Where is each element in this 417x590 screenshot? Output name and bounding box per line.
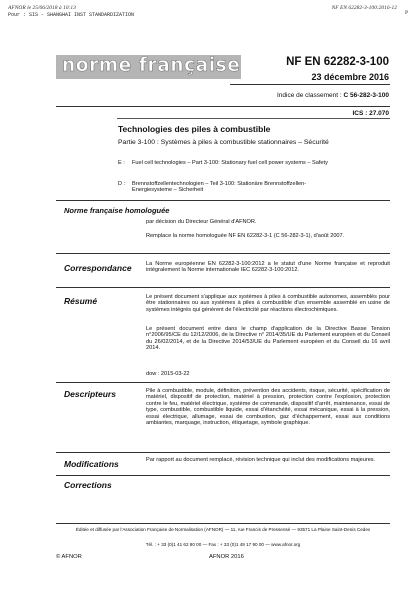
download-timestamp: AFNOR le 25/06/2018 à 10:13 bbox=[8, 5, 76, 11]
descripteurs-rule bbox=[56, 382, 390, 383]
document-date: 23 décembre 2016 bbox=[311, 72, 389, 82]
resume-dow: dow : 2015-03-22 bbox=[146, 371, 190, 377]
page-marker: P bbox=[404, 10, 408, 16]
classification-index bbox=[277, 92, 389, 99]
correspondance-text: La Norme européenne EN 62282-3-100:2012 a le statut d'une Norme française et reproduit intégralement la Norme internationale IEC 62282-3-100:2012. bbox=[146, 261, 390, 274]
resume-scope: Le présent document s'applique aux systèmes à piles à combustible autonomes, assemblés pour être stationnaires ou aux systèmes à piles à combustible d'un ensemble assemblé en usine de systèmes intégrés qui génèrent de l'électricité par réactions électrochimiques. bbox=[146, 294, 390, 313]
document-number: NF EN 62282-3-100 bbox=[286, 56, 389, 68]
homologuee-heading: Norme française homologuée bbox=[64, 206, 170, 215]
publication-year: AFNOR 2016 bbox=[209, 554, 244, 560]
footer-rule bbox=[56, 523, 390, 524]
english-title: Fuel cell technologies – Part 3-100: Stationary fuel cell power systems – Safety bbox=[132, 160, 328, 166]
publisher-info: Éditée et diffusée par l'Association Française de Normalisation (AFNOR) — 11, rue Francis de Pressensé — 93571 La Plaine Saint-Denis Cedex bbox=[75, 527, 371, 532]
document-part-title: Partie 3-100 : Systèmes à piles à combustible stationnaires – Sécurité bbox=[118, 139, 329, 146]
german-title: Brennstoffzellentechnologien – Teil 3-100: Stationäre Brennstoffzellen-Energiesysteme – Sicherheit bbox=[132, 181, 307, 194]
german-code: D : bbox=[118, 181, 126, 187]
licensee-line: Pour : SIS - SHANGHAI INST STANDARDIZATION bbox=[8, 12, 135, 18]
correspondance-heading: Correspondance bbox=[64, 263, 132, 273]
resume-rule bbox=[56, 287, 390, 288]
ics-rule-bottom bbox=[117, 118, 390, 119]
modifications-rule bbox=[56, 452, 390, 453]
corrections-rule bbox=[56, 475, 390, 476]
homologuee-decision: par décision du Directeur Général d'AFNOR. bbox=[146, 219, 257, 225]
ics-code: ICS : 27.070 bbox=[352, 110, 389, 117]
resume-directives: Le présent document entre dans le champ d'application de la Directive Basse Tension n°2006/95/CE du 12/12/2006, de la Directive n° 2014/35/UE du Parlement européen et du Conseil du 26/02/2014, et de la Directive 2014/53/UE du Parlement européen et du Conseil du 16 avril 2014. bbox=[146, 326, 390, 352]
classification-value: C 56-282-3-100 bbox=[343, 92, 389, 99]
descripteurs-text: Pile à combustible, module, définition, prévention des accidents, risque, sécurité, spécification de matériel, dispositif de protection, matériel à pression, protection contre l'explosion, protection contre le feu, matériel électrique, système de commande, dispositif d'arrêt, maintenance, essai de type, combustible, combustible liquide, essai d'étanchéité, essai mécanique, essai à la pression, essai électrique, allumage, essai de combustion, gaz d'échappement, essai aux conditions ambiantes, marquage, instruction, étiquetage, symbole graphique. bbox=[146, 388, 390, 427]
ics-rule-top bbox=[56, 106, 390, 107]
modifications-heading: Modifications bbox=[64, 459, 119, 469]
norme-francaise-banner bbox=[56, 55, 241, 79]
modifications-text: Par rapport au document remplacé, révision technique qui inclut des modifications majeures. bbox=[146, 457, 376, 463]
descripteurs-heading: Descripteurs bbox=[64, 389, 116, 399]
copyright-notice: © AFNOR bbox=[56, 554, 82, 560]
publisher-contact: Tél. : + 33 (0)1 41 62 80 00 — Fax : + 33 (0)1 49 17 90 00 — www.afnor.org bbox=[145, 542, 301, 547]
document-title: Technologies des piles à combustible bbox=[118, 124, 271, 134]
banner-text: norme française bbox=[62, 55, 241, 76]
document-reference-header: NF EN 62282-3-100:2016-12 bbox=[331, 5, 397, 11]
date-rule bbox=[230, 84, 390, 85]
correspondance-rule bbox=[56, 253, 390, 254]
homologuee-replaces: Remplace la norme homologuée NF EN 62282-3-1 (C 56-282-3-1), d'août 2007. bbox=[146, 233, 345, 239]
classification-label: Indice de classement : bbox=[276, 92, 342, 99]
corrections-heading: Corrections bbox=[64, 480, 112, 490]
title-rule bbox=[56, 200, 390, 201]
english-code: E : bbox=[118, 160, 125, 166]
resume-heading: Résumé bbox=[64, 296, 98, 306]
